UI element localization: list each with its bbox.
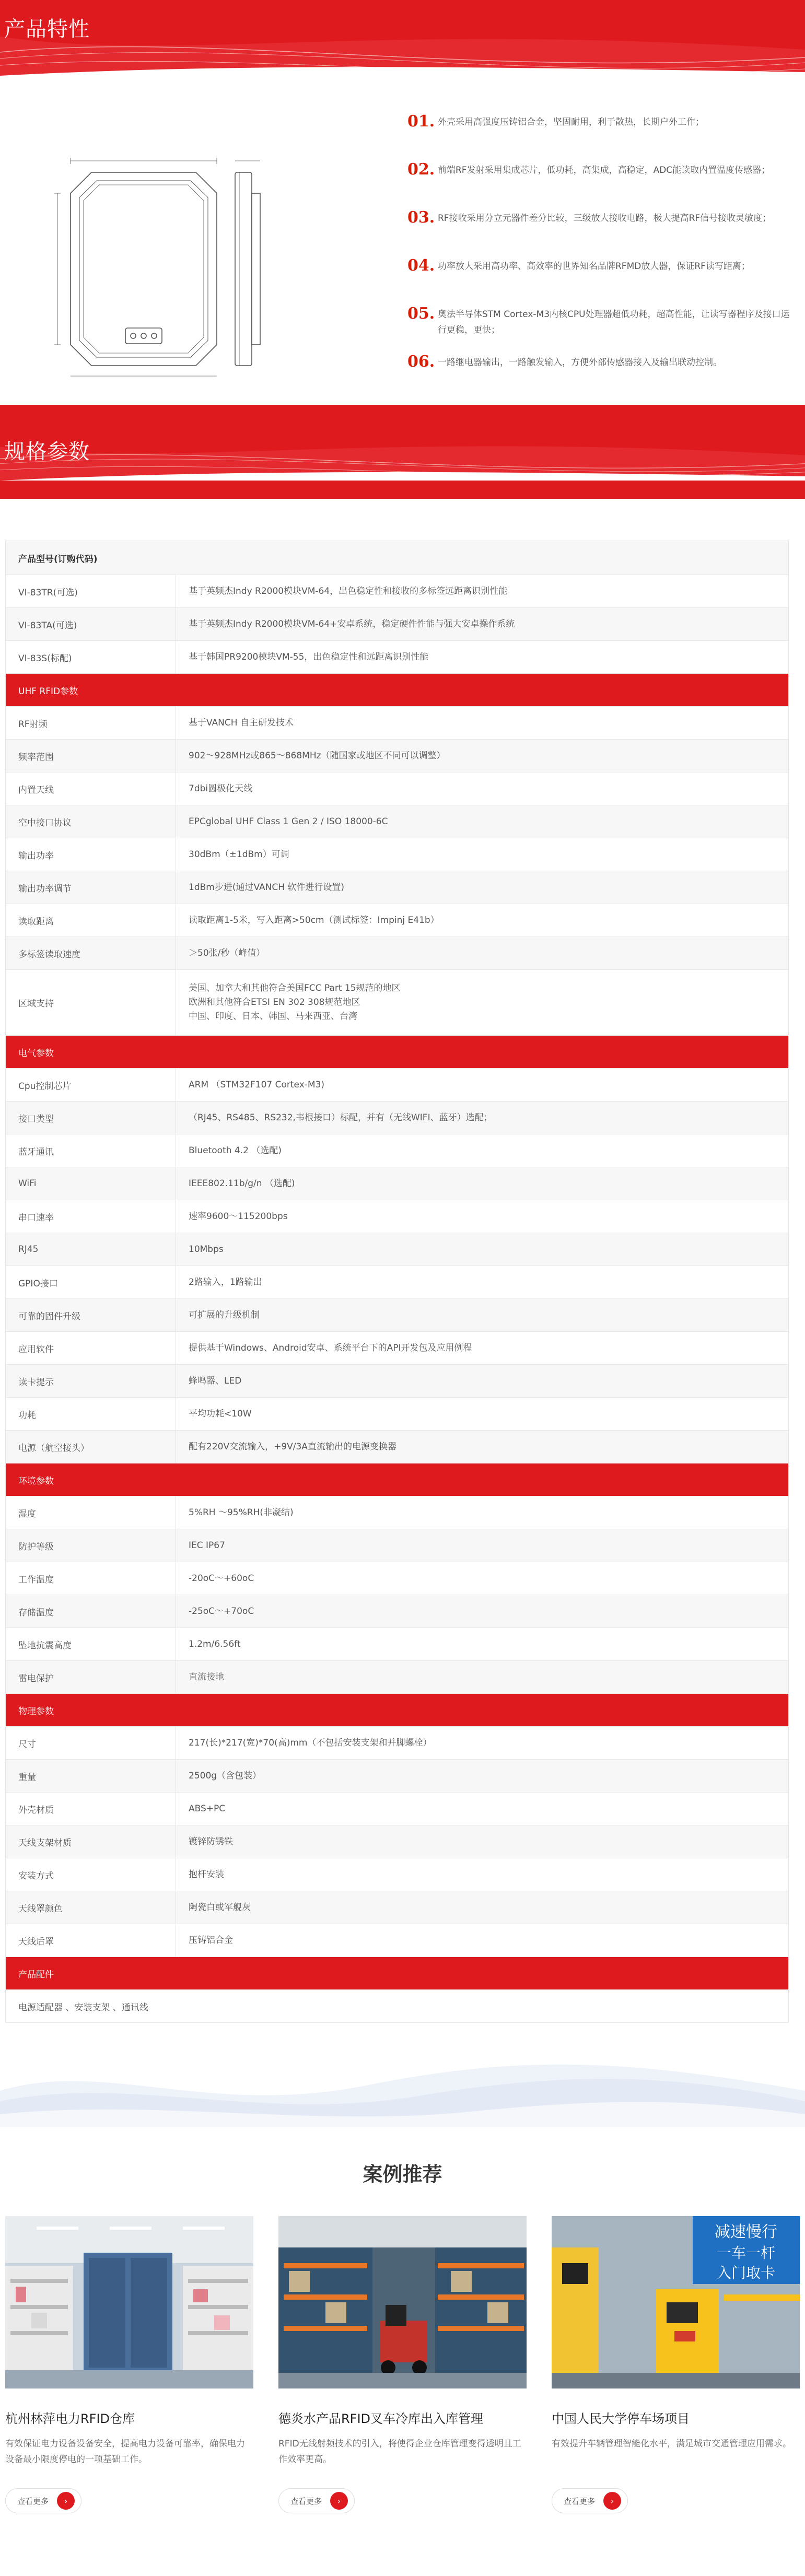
table-row [6,1332,789,1365]
table-row [6,871,789,904]
spec-value: 2500g（含包装） [176,1760,789,1793]
spec-value: 基于韩国PR9200模块VM-55，出色稳定性和远距离识别性能 [176,641,789,674]
case-title[interactable]: 德炎水产品RFID叉车冷库出入库管理 [278,2411,484,2426]
feature-number: 04. [407,256,435,275]
section-title: UHF RFID参数 [6,674,789,707]
specs-banner [0,405,805,499]
spec-value: 1dBm步进(通过VANCH 软件进行设置) [176,871,789,904]
spec-value: 蜂鸣器、LED [176,1365,789,1398]
spec-key: GPIO接口 [6,1266,176,1299]
table-row [6,1496,789,1529]
spec-key: 工作温度 [6,1562,176,1595]
spec-key: 功耗 [6,1398,176,1431]
case-description: RFID无线射频技术的引入，将使得企业仓库管理变得透明且工作效率更高。 [278,2439,521,2465]
spec-key: 坠地抗震高度 [6,1628,176,1661]
feature-text: 奥法半导体STM Cortex-M3内核CPU处理器超低功耗，超高性能，让读写器程序及接口运行更稳，更快； [438,309,790,335]
feature-number: 02. [407,160,435,179]
spec-key: 存储温度 [6,1595,176,1628]
case-title[interactable]: 杭州林萍电力RFID仓库 [5,2411,135,2426]
section-row-electrical [6,1036,789,1069]
spec-key: 湿度 [6,1496,176,1529]
spec-value: 速率9600～115200bps [176,1200,789,1233]
table-row [6,1760,789,1793]
case-card[interactable] [552,2216,800,2513]
region-line: 欧洲和其他符合ETSI EN 302 308规范地区 [189,997,360,1008]
spacer [0,499,805,541]
spec-key: 接口类型 [6,1102,176,1134]
specs-title: 规格参数 [4,440,90,464]
view-more-label: 查看更多 [290,2496,322,2506]
feature-item [407,112,791,160]
spec-key: 尺寸 [6,1727,176,1760]
device-technical-drawing [42,146,272,387]
spec-value: IEC IP67 [176,1529,789,1562]
spec-key: 频率范围 [6,740,176,772]
spec-key: 安装方式 [6,1858,176,1891]
spec-value: 平均功耗<10W [176,1398,789,1431]
spec-value: 直流接地 [176,1661,789,1694]
spec-value: 2路输入，1路输出 [176,1266,789,1299]
case-card[interactable] [5,2216,253,2513]
table-row [6,1233,789,1266]
spec-value: 读取距离1-5米，写入距离>50cm（测试标签：Impinj E41b） [176,904,789,937]
case-card[interactable] [278,2216,527,2513]
feature-number: 06. [407,353,435,371]
spec-value: 抱杆安装 [176,1858,789,1891]
feature-text: 一路继电器输出，一路触发输入，方便外部传感器接入及输出联动控制。 [438,357,722,368]
feature-item [407,305,791,353]
table-row-region [6,970,789,1036]
spec-value: 1.2m/6.56ft [176,1628,789,1661]
section-row-accessories [6,1957,789,1990]
spec-value: 基于英频杰Indy R2000模块VM-64，出色稳定性和接收的多标签远距离识别性能 [176,575,789,608]
table-row [6,1661,789,1694]
spec-key: RJ45 [6,1233,176,1266]
spec-key: 雷电保护 [6,1661,176,1694]
case-image-warehouse[interactable] [5,2216,253,2388]
wave-graphic [0,2054,805,2127]
table-header: 产品型号(订购代码) [6,541,789,575]
table-row [6,1924,789,1957]
spec-value: 陶瓷白或军舰灰 [176,1891,789,1924]
table-row [6,1891,789,1924]
table-row [6,1299,789,1332]
features-banner [0,0,805,76]
feature-item [407,208,791,256]
spec-key: 天线支架材质 [6,1825,176,1858]
table-row [6,1529,789,1562]
spec-key: 区域支持 [6,970,176,1036]
table-row [6,1134,789,1167]
section-title: 产品配件 [6,1957,789,1990]
table-row [6,1825,789,1858]
table-row [6,1727,789,1760]
table-row [6,641,789,674]
spec-key: RF射频 [6,707,176,740]
spec-value: ARM （STM32F107 Cortex-M3) [176,1069,789,1102]
section-title: 物理参数 [6,1694,789,1727]
feature-text: 功率放大采用高功率、高效率的世界知名品牌RFMD放大器，保证RF读写距离； [438,261,750,272]
feature-text: 外壳采用高强度压铸铝合金，坚固耐用，利于散热，长期户外工作； [438,117,704,127]
table-row [6,575,789,608]
section-row-environment [6,1463,789,1496]
spec-value [176,970,789,1036]
spec-key: 多标签读取速度 [6,937,176,970]
feature-text: 前端RF发射采用集成芯片，低功耗，高集成，高稳定，ADC能读取内置温度传感器； [438,165,771,175]
table-row [6,1167,789,1200]
spec-key: 内置天线 [6,772,176,805]
spec-value: EPCglobal UHF Class 1 Gen 2 / ISO 18000-6C [176,805,789,838]
spec-value: 902～928MHz或865～868MHz（随国家或地区不同可以调整） [176,740,789,772]
table-row [6,937,789,970]
table-row [6,1793,789,1825]
section-row-physical [6,1694,789,1727]
table-row [6,1365,789,1398]
feature-number: 01. [407,112,435,131]
spec-value: -25oC～+70oC [176,1595,789,1628]
case-title[interactable]: 中国人民大学停车场项目 [552,2411,690,2426]
feature-number: 03. [407,208,435,227]
region-line: 美国、加拿大和其他符合美国FCC Part 15规范的地区 [189,983,401,993]
spec-value: IEEE802.11b/g/n （选配) [176,1167,789,1200]
spec-value: 5%RH ～95%RH(非凝结) [176,1496,789,1529]
table-row [6,1990,789,2023]
feature-item [407,353,791,401]
view-more-label: 查看更多 [564,2496,596,2506]
spec-key: Cpu控制芯片 [6,1069,176,1102]
feature-item [407,256,791,305]
table-row [6,1431,789,1463]
table-row [6,1562,789,1595]
spec-key: 输出功率 [6,838,176,871]
table-row [6,1595,789,1628]
arrow-right-icon: › [330,2492,348,2510]
table-row [6,1200,789,1233]
feature-item [407,160,791,208]
view-more-label: 查看更多 [17,2496,49,2506]
table-row [6,904,789,937]
table-header-row [6,541,789,575]
spec-key: VI-83S(标配) [6,641,176,674]
spec-key: 天线后罩 [6,1924,176,1957]
case-description: 有效提升车辆管理智能化水平，满足城市交通管理应用需求。 [552,2439,791,2449]
wave-separator [0,2023,805,2159]
arrow-right-icon: › [603,2492,621,2510]
spec-value: 30dBm（±1dBm）可调 [176,838,789,871]
table-row [6,1102,789,1134]
spec-key: 可靠的固件升级 [6,1299,176,1332]
feature-number: 05. [407,305,435,323]
banner-wave-graphic [0,405,805,481]
spec-value: 7dbi圆极化天线 [176,772,789,805]
cases-list [0,2216,805,2513]
spec-key: 读取距离 [6,904,176,937]
spec-key: 输出功率调节 [6,871,176,904]
spec-value: 压铸铝合金 [176,1924,789,1957]
table-row [6,838,789,871]
spec-key: WiFi [6,1167,176,1200]
spec-value: （RJ45、RS485、RS232,韦根接口）标配，并有（无线WIFI、蓝牙）选配； [176,1102,789,1134]
section-title: 环境参数 [6,1463,789,1496]
spec-value: 基于VANCH 自主研发技术 [176,707,789,740]
table-row [6,740,789,772]
case-image-cold-storage[interactable] [278,2216,527,2388]
view-more-button[interactable] [5,2488,81,2513]
spec-key: 空中接口协议 [6,805,176,838]
spec-key: 重量 [6,1760,176,1793]
sign-text-line1: 减速慢行 [715,2223,777,2241]
section-title: 电气参数 [6,1036,789,1069]
spec-key: 天线罩颜色 [6,1891,176,1924]
table-row [6,1266,789,1299]
spec-value: Bluetooth 4.2 （选配) [176,1134,789,1167]
section-row-uhf [6,674,789,707]
spec-value: 提供基于Windows、Android安卓、系统平台下的API开发包及应用例程 [176,1332,789,1365]
spec-key: 读卡提示 [6,1365,176,1398]
spec-key: VI-83TR(可选) [6,575,176,608]
features-section [0,76,805,405]
spec-value: 可扩展的升级机制 [176,1299,789,1332]
banner-wave-graphic [0,0,805,76]
features-title: 产品特性 [4,17,90,41]
spec-key: 外壳材质 [6,1793,176,1825]
cases-title: 案例推荐 [363,2163,442,2186]
table-row [6,1398,789,1431]
spec-value: 10Mbps [176,1233,789,1266]
spec-table [5,541,789,2023]
feature-list [407,112,791,401]
spec-key: 电源（航空接头） [6,1431,176,1463]
table-row [6,772,789,805]
case-description: 有效保证电力设备设备安全，提高电力设备可靠率，确保电力设备最小限度停电的一项基础工作。 [5,2439,245,2465]
arrow-right-icon: › [57,2492,75,2510]
feature-text: RF接收采用分立元器件差分比较，三级放大接收电路，极大提高RF信号接收灵敏度； [438,213,772,224]
region-line: 中国、印度、日本、韩国、马来西亚、台湾 [189,1011,357,1022]
spec-key: 蓝牙通讯 [6,1134,176,1167]
case-image-parking[interactable] [552,2216,800,2388]
spec-key: 应用软件 [6,1332,176,1365]
spec-value: 基于英频杰Indy R2000模块VM-64+安卓系统，稳定硬件性能与强大安卓操作系统 [176,608,789,641]
view-more-button[interactable] [278,2488,355,2513]
table-row [6,608,789,641]
table-row [6,805,789,838]
spec-value: 配有220V交流输入，+9V/3A直流输出的电源变换器 [176,1431,789,1463]
spec-value: -20oC～+60oC [176,1562,789,1595]
table-row [6,1858,789,1891]
spec-value: ＞50张/秒（峰值） [176,937,789,970]
spec-value: 镀锌防锈铁 [176,1825,789,1858]
table-row [6,1628,789,1661]
table-row [6,1069,789,1102]
spec-key: 串口速率 [6,1200,176,1233]
spec-value: 217(长)*217(宽)*70(高)mm（不包括安装支架和并脚螺栓） [176,1727,789,1760]
spec-key: VI-83TA(可选) [6,608,176,641]
spec-key: 防护等级 [6,1529,176,1562]
view-more-button[interactable] [552,2488,628,2513]
spec-value: ABS+PC [176,1793,789,1825]
sign-text-line2: 一车一杆 [716,2244,776,2262]
sign-text-line3: 入门取卡 [716,2264,776,2281]
table-row [6,707,789,740]
accessories-text: 电源适配器 、安装支架 、通讯线 [6,1990,789,2023]
